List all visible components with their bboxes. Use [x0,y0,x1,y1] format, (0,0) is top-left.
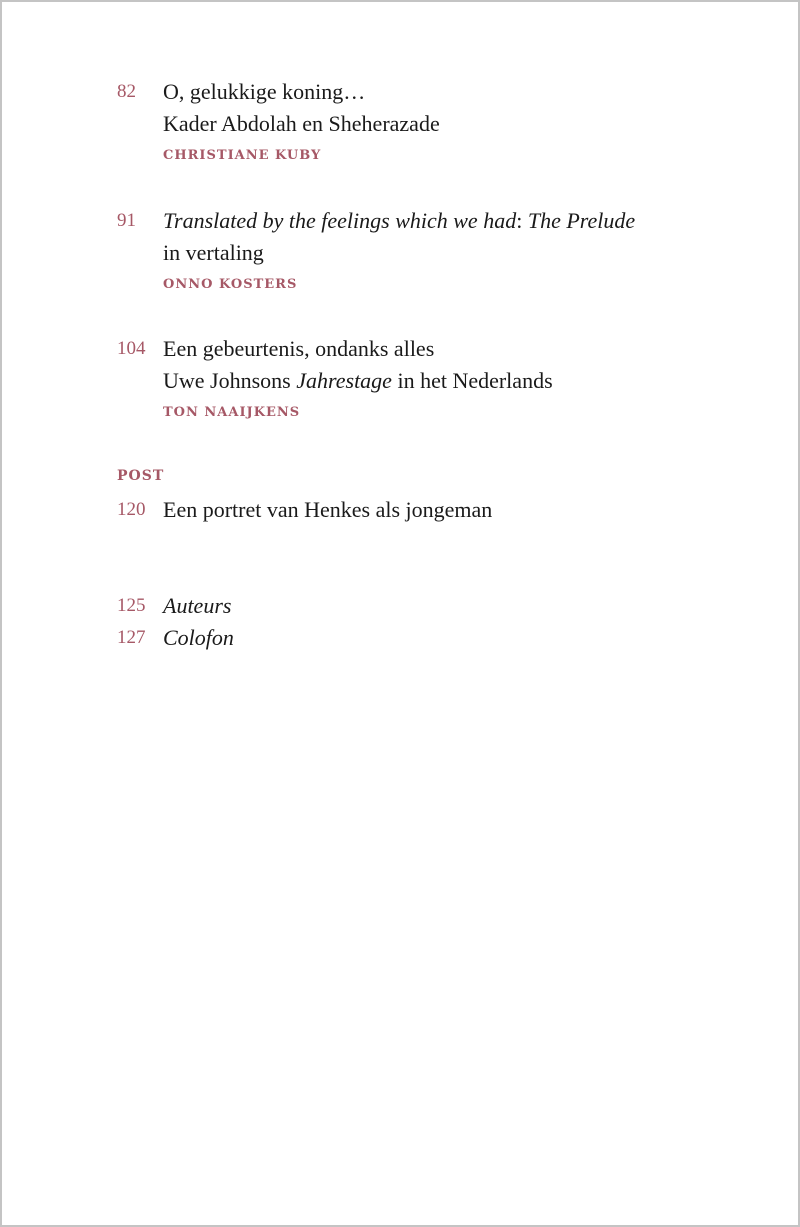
entry-title: O, gelukkige koning… [163,79,366,104]
page-number: 125 [117,595,146,616]
entry-title-auteurs: Auteurs [163,593,232,618]
entry-subtitle [163,365,553,397]
toc-entry [117,76,737,163]
toc-entry-title-row [117,622,737,654]
entry-subtitle-part: Uwe Johnsons [163,368,297,393]
entry-subtitle: in vertaling [163,240,264,265]
entry-subtitle-work: Jahrestage [296,368,392,393]
entry-title: Een gebeurtenis, ondanks alles [163,336,435,361]
entry-author: CHRISTIANE KUBY [163,148,322,163]
toc-entry-title-row [117,333,737,365]
entry-title: Een portret van Henkes als jongeman [163,497,493,522]
toc-entry-title-row [117,494,737,526]
page-number: 127 [117,627,146,648]
entry-title-separator: : [516,208,528,233]
section-label-post: POST [117,468,165,484]
toc-entry-subtitle-row [117,365,737,397]
toc-entry-title-row [117,205,737,237]
entry-subtitle-part: in het Nederlands [391,368,553,393]
page-number: 82 [117,81,136,102]
toc-entry-subtitle-row [117,237,737,269]
page-number: 91 [117,210,136,231]
toc-entry-subtitle-row [117,108,737,140]
entry-author: ONNO KOSTERS [163,277,298,292]
toc-entry [117,333,737,420]
toc-appendix [117,590,737,654]
toc-entry [117,494,737,526]
page-number: 104 [117,338,146,359]
entry-title-colofon: Colofon [163,625,234,650]
entry-author: TON NAAIJKENS [163,405,301,420]
entry-title-italic: Translated by the feelings which we had [163,208,517,233]
toc-entry-title-row [117,590,737,622]
toc-entry [117,205,737,292]
entry-title [163,205,635,237]
entry-subtitle: Kader Abdolah en Sheherazade [163,111,440,136]
entry-title-work: The Prelude [527,208,636,233]
page-number: 120 [117,499,146,520]
toc-entry-title-row [117,76,737,108]
